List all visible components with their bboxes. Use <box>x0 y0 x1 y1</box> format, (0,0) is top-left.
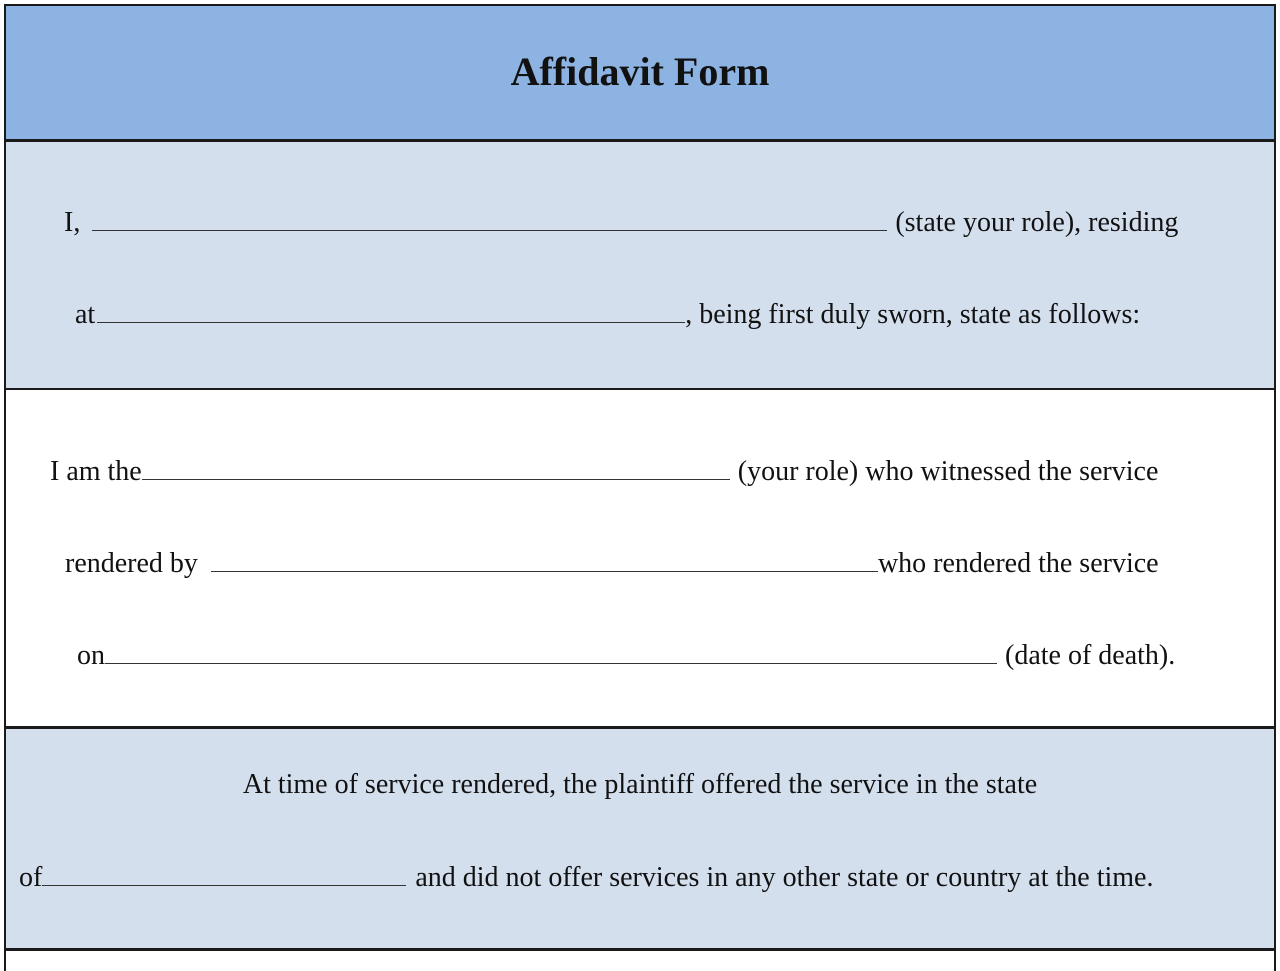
state-field[interactable] <box>42 861 406 886</box>
state-line <box>19 861 1153 894</box>
text: rendered by <box>65 548 205 579</box>
witness-role-field[interactable] <box>142 455 730 480</box>
text: (your role) who witnessed the service <box>737 456 1159 487</box>
text: I am the <box>50 456 142 487</box>
service-state-statement <box>0 769 1280 801</box>
text: of <box>19 862 43 893</box>
text: I, <box>64 207 81 238</box>
text: (date of death). <box>1005 640 1176 671</box>
text: who rendered the service <box>877 548 1159 579</box>
service-state-section <box>4 729 1276 951</box>
role-field[interactable] <box>92 206 887 231</box>
residence-line <box>75 298 1140 331</box>
text: , being first duly sworn, state as follows: <box>685 299 1141 330</box>
text: and did not offer services in any other state or country at the time. <box>415 862 1154 893</box>
text: on <box>77 640 105 671</box>
text: At time of service rendered, the plaintiff offered the service in the state <box>242 769 1038 800</box>
declarant-section <box>4 142 1276 390</box>
page-title: Affidavit Form <box>510 49 770 94</box>
declarant-line <box>64 206 1178 239</box>
text: (state your role), residing <box>895 207 1179 238</box>
rendered-by-field[interactable] <box>211 547 878 572</box>
date-field[interactable] <box>105 639 997 664</box>
witness-role-line <box>50 455 1158 488</box>
next-section <box>4 951 1276 971</box>
address-field[interactable] <box>97 298 685 323</box>
rendered-by-line <box>65 547 1159 580</box>
date-line <box>77 639 1175 672</box>
form-header <box>4 4 1276 142</box>
text: at <box>75 299 96 330</box>
